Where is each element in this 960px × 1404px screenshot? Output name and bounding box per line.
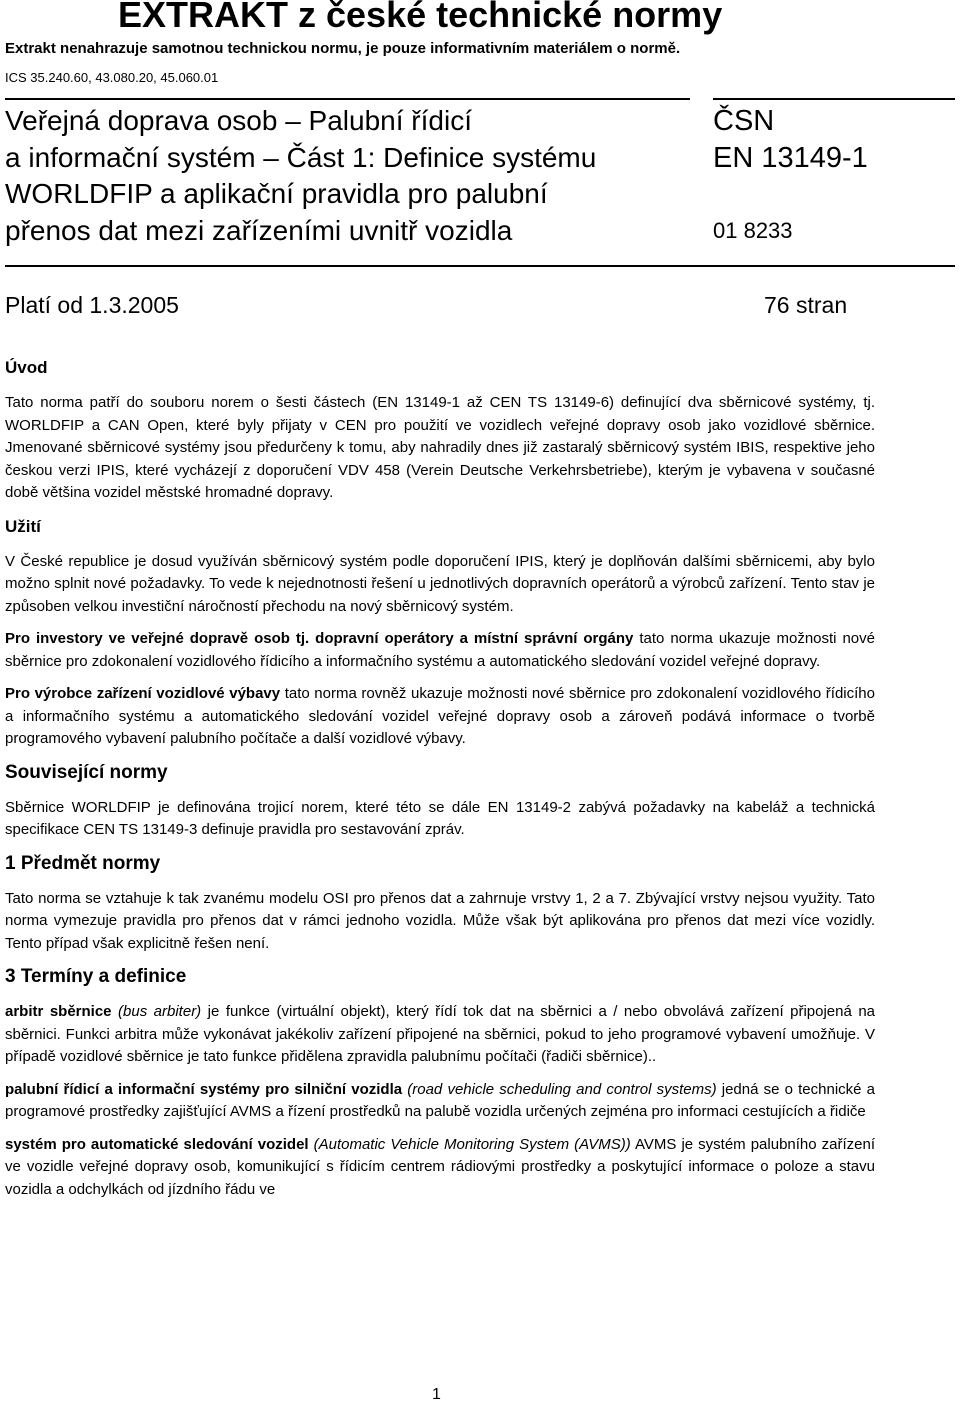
paragraph: Tato norma se vztahuje k tak zvanému modelu OSI pro přenos dat a zahrnuje vrstvy 1, 2 a 7. Zbývající vrstvy nejsou využity. Tato norma vymezuje pravidla pro přenos dat v rámci jednoho vozidla. Může však být aplikována pro přenos dat mezi více vozidly. Tento případ však explicitně řešen není. <box>5 889 875 952</box>
paragraph: V České republice je dosud využíván sběrnicový systém podle doporučení IPIS, který je doplňován dalšími sběrnicemi, aby bylo možno splnit nové požadavky. To vede k nejednotnosti řešení u jednotlivých dopravních operátorů a výrobců zařízení. Tento stav je způsoben velkou investiční náročností přechodu na nový sběrnicový systém. <box>5 552 875 615</box>
classification-code: 01 8233 <box>713 218 793 243</box>
document-title: EXTRAKT z české technické normy <box>118 0 723 35</box>
standard-title <box>5 103 596 249</box>
standard-code-line: ČSN <box>713 105 775 137</box>
document-body <box>5 356 875 1211</box>
standard-title-line: WORLDFIP a aplikační pravidla pro palubní <box>5 178 548 209</box>
standard-title-line: přenos dat mezi zařízeními uvnitř vozidla <box>5 214 513 246</box>
section-heading: Užití <box>5 516 41 536</box>
section-heading: Související normy <box>5 761 168 783</box>
paragraph: Tato norma patří do souboru norem o šesti částech (EN 13149-1 až CEN TS 13149-6) definující dva sběrnicové systémy, tj. WORLDFIP a CAN Open, které byly přijaty v CEN pro použití ve vozidlech veřejné dopravy osob jako vozidlové sběrnice. Jmenované sběrnicové systémy jsou předurčeny k tomu, aby nahradily dnes již zastaralý sběrnicový systém IBIS, respektive jeho českou verzi IPIS, které vycházejí z doporučení VDV 458 (Verein Deutsche Verkehrsbetriebe), kterým je vybavena v současné době většina vozidel městské hromadné dopravy. <box>5 394 875 501</box>
definition-text: je funkce (virtuální objekt), který řídí tok dat na sběrnici a / nebo obvolává zařízení připojená na sběrnici. Funkci arbitra může vykonávat jakékoliv zařízení připojené na sběrnici, pokud to jeho programové vybavení umožňuje. V případě vozidlové sběrnice je tato funkce přidělena zpravidla palubnímu počítači (řadiči sběrnice).. <box>5 1003 875 1065</box>
section-heading: 1 Předmět normy <box>5 852 161 874</box>
definition <box>5 1134 875 1202</box>
section-heading: Úvod <box>5 358 48 377</box>
page-count: 76 stran <box>764 292 848 318</box>
emphasis: Pro investory ve veřejné dopravě osob tj. dopravní operátory a místní správní orgány <box>5 630 634 647</box>
section-heading: 3 Termíny a definice <box>5 966 187 987</box>
paragraph <box>5 683 875 751</box>
paragraph-text: tato norma ukazuje možnosti nové sběrnice pro zdokonalení vozidlového řídicího a informačního systému a automatického sledování vozidel veřejné dopravy. <box>5 630 875 670</box>
definition <box>5 1079 875 1124</box>
paragraph-text: tato norma rovněž ukazuje možnosti nové sběrnice pro zdokonalení vozidlového řídicího a informačního systému a automatického sledování vozidel veřejné dopravy osob a zároveň podává informace o tvorbě programového vybavení palubního počítače a další vozidlové výbavy. <box>5 685 875 747</box>
paragraph: Sběrnice WORLDFIP je definována trojicí norem, které této se dále EN 13149-2 zabývá požadavky na kabeláž a technická specifikace CEN TS 13149-3 definuje pravidla pro sestavování zpráv. <box>5 798 875 838</box>
divider-bottom <box>5 265 955 267</box>
term: palubní řídicí a informační systémy pro silniční vozidla <box>5 1080 403 1098</box>
definition <box>5 1001 875 1069</box>
disclaimer: Extrakt nenahrazuje samotnou technickou normu, je pouze informativním materiálem o normě. <box>5 40 681 57</box>
ics-codes: ICS 35.240.60, 43.080.20, 45.060.01 <box>5 70 219 85</box>
term-english: (bus arbiter) <box>111 1003 202 1020</box>
term-english: (Automatic Vehicle Monitoring System (AVMS)) <box>308 1135 631 1153</box>
standard-code <box>713 103 868 176</box>
definition-text: jedná se o technické a programové prostředky zajišťující AVMS a řízení prostředků na palubě vozidla určených zejména pro informaci cestujících a řidiče <box>5 1080 876 1120</box>
valid-from: Platí od 1.3.2005 <box>5 292 179 318</box>
term: systém pro automatické sledování vozidel <box>5 1135 309 1153</box>
term: arbitr sběrnice <box>5 1003 112 1020</box>
emphasis: Pro výrobce zařízení vozidlové výbavy <box>5 685 281 702</box>
page-number: 1 <box>432 1386 441 1403</box>
term-english: (road vehicle scheduling and control systems) <box>402 1080 717 1098</box>
standard-title-line: Veřejná doprava osob – Palubní řídicí <box>5 105 472 136</box>
standard-title-line: a informační systém – Část 1: Definice systému <box>5 141 597 173</box>
definition-text: AVMS je systém palubního zařízení ve vozidle veřejné dopravy osob, komunikující s řídicím centrem rádiovými prostředky a poskytující informace o poloze a stavu vozidla a odchylkách od jízdního řádu ve <box>5 1135 875 1198</box>
standard-code-line: EN 13149-1 <box>713 141 868 174</box>
divider-top-right <box>713 98 955 100</box>
paragraph <box>5 628 875 673</box>
divider-top-left <box>5 98 690 100</box>
